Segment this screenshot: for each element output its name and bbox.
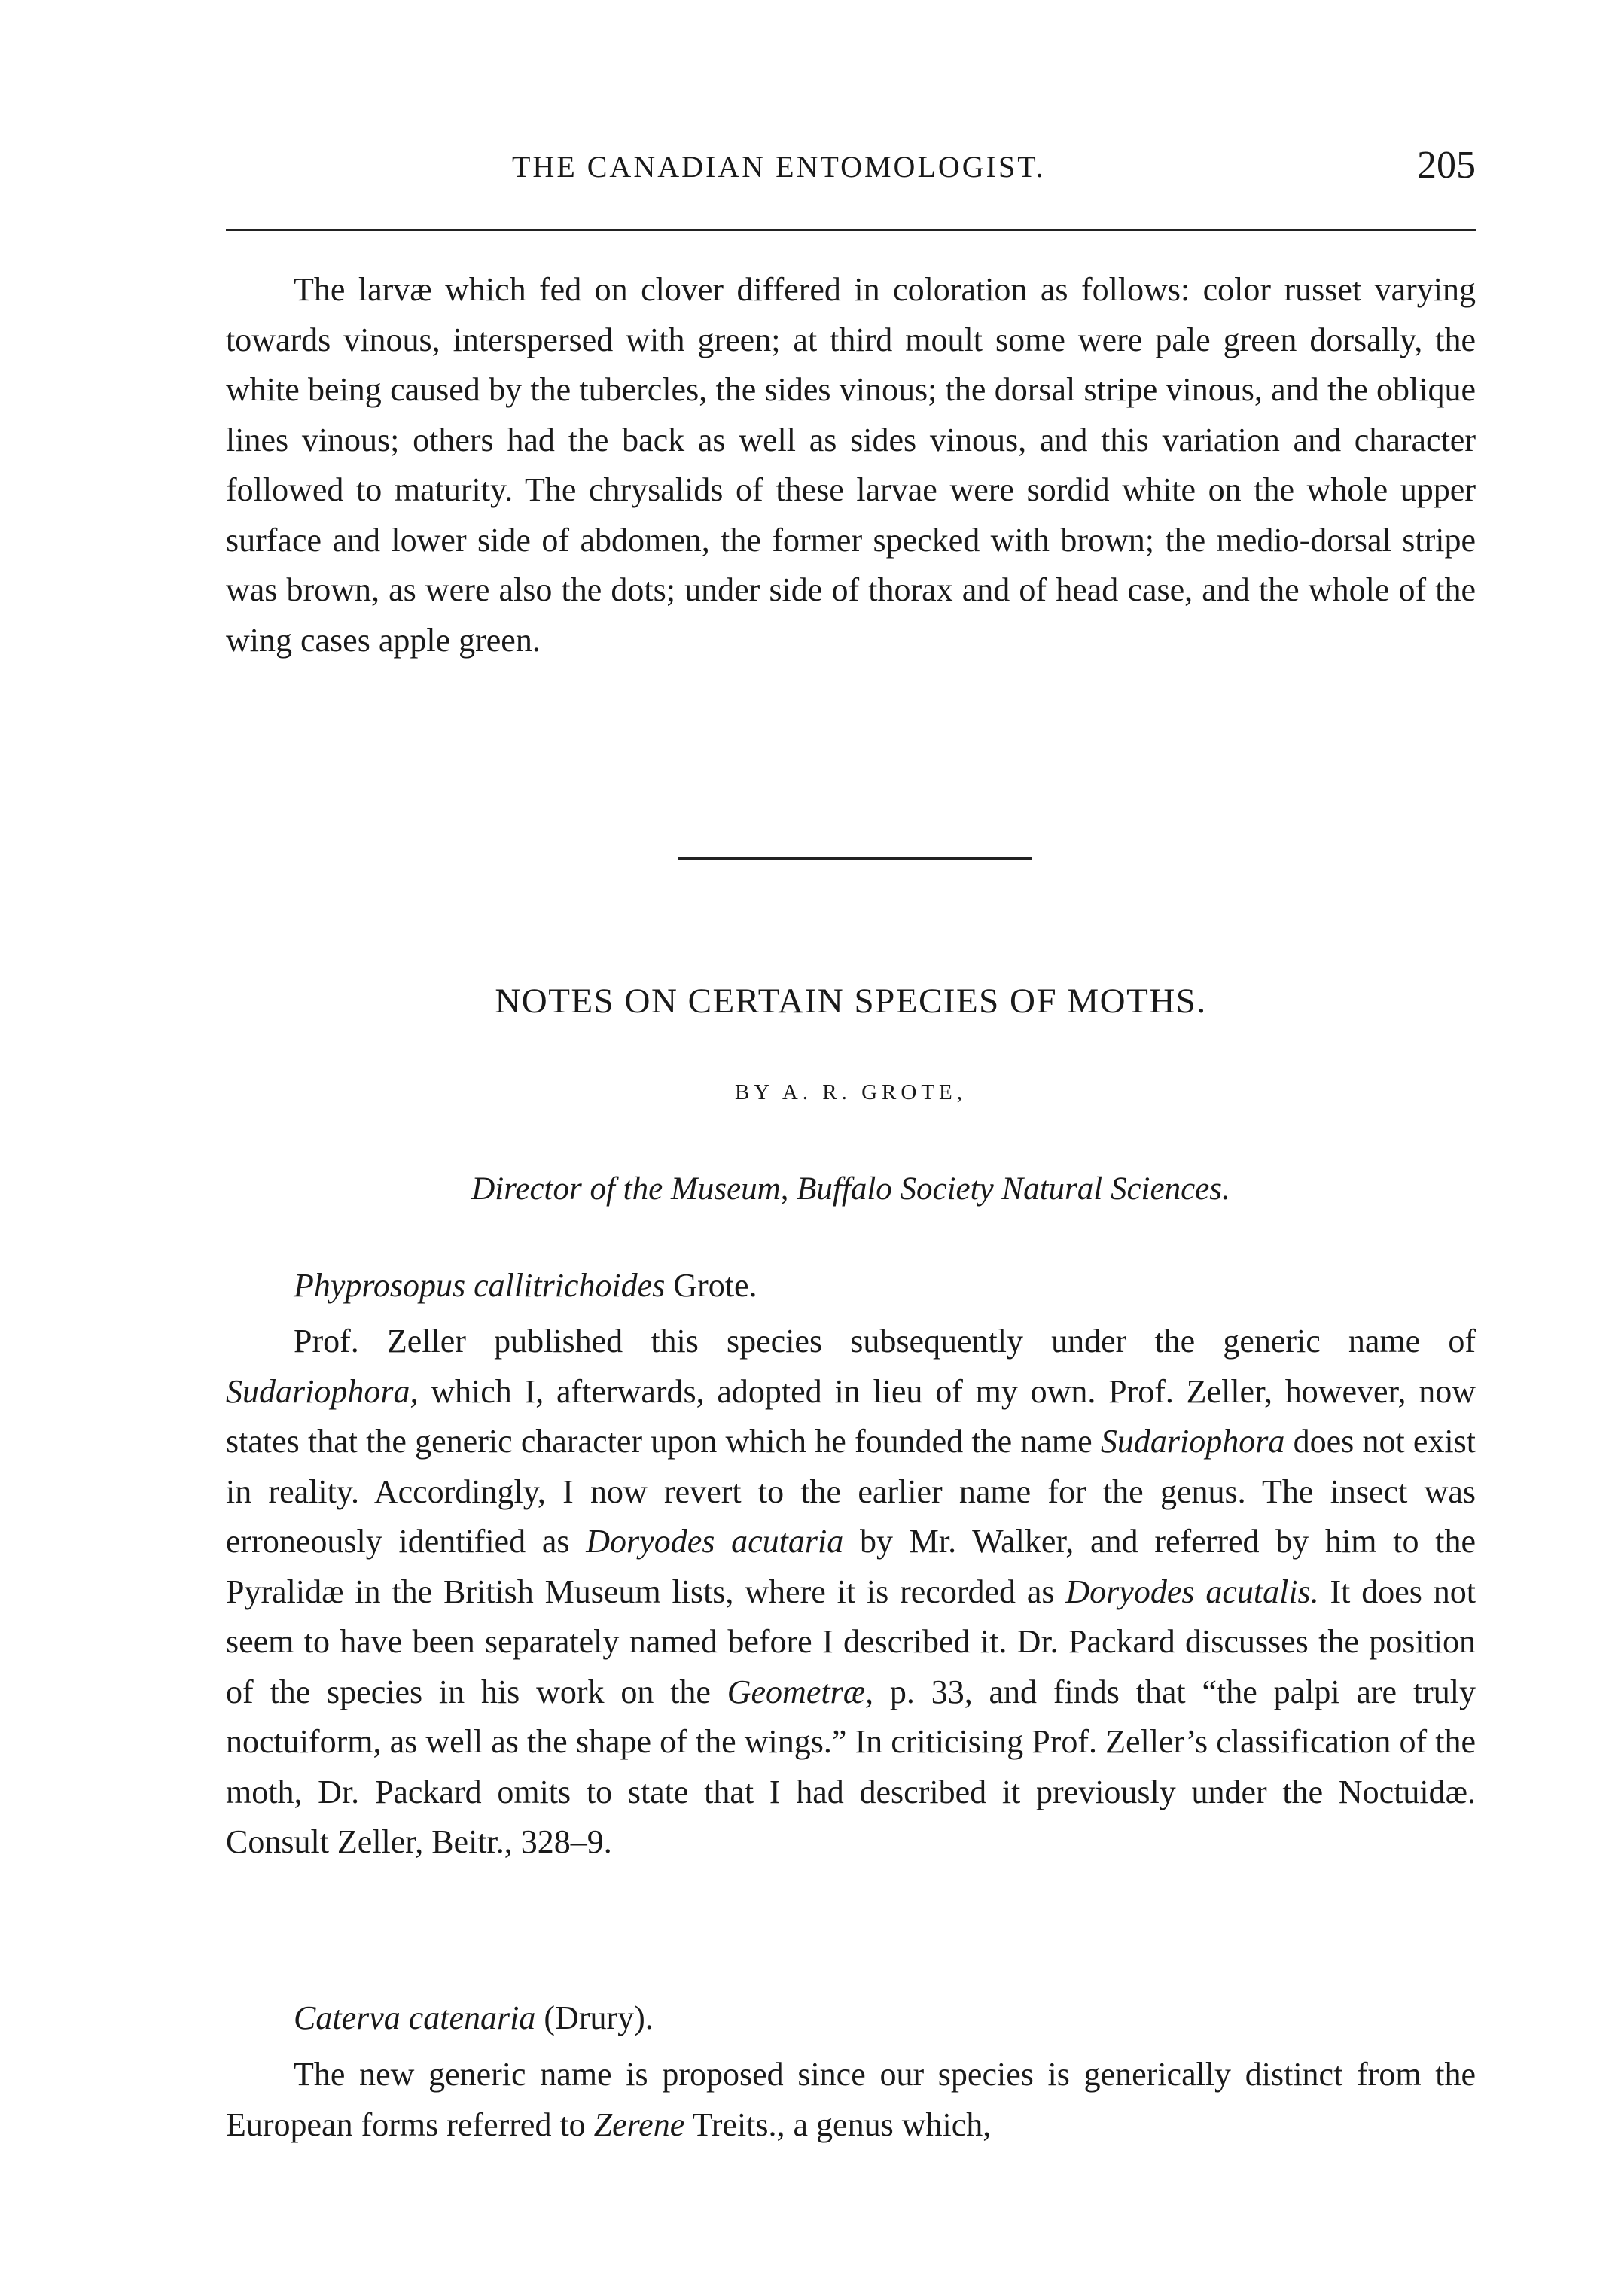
italic-species: Doryodes acutalis. <box>1065 1573 1319 1610</box>
page-number: 205 <box>1417 144 1476 187</box>
paragraph-text: It does not seem to have been separately named before I described it. Dr. Packard discusses the position of the species in his work on the <box>226 1573 1476 1710</box>
paragraph-text: p. 33, and finds that “the palpi are truly noctuiform, as well as the shape of the wings.” In criticising Prof. Zeller’s classification of the moth, Dr. Packard omits to state that I had described it previously under the Noctuidæ. Consult Zeller, Beitr., 328–9. <box>226 1673 1476 1860</box>
species-paragraph <box>226 1317 1476 1868</box>
species-name: Caterva catenaria <box>294 1999 536 2036</box>
species-author: (Drury). <box>544 1999 654 2036</box>
species-name: Phyprosopus callitrichoides <box>294 1267 666 1304</box>
running-title: THE CANADIAN ENTOMOLOGIST. <box>512 150 1046 184</box>
paragraph-text: does not exist in reality. Accordingly, I now revert to the earlier name for the genus. The insect was erroneously identified as <box>226 1423 1476 1560</box>
italic-genus: Sudariophora, <box>226 1372 419 1410</box>
italic-genus: Zerene <box>593 2106 685 2143</box>
species-heading <box>294 1999 654 2037</box>
article-byline: BY A. R. GROTE, <box>734 1080 968 1104</box>
section-separator <box>678 857 1032 860</box>
paragraph-text: by Mr. Walker, and referred by him to the Pyralidæ in the British Museum lists, where it is recorded as <box>226 1523 1476 1610</box>
header-rule <box>226 229 1476 231</box>
italic-species: Doryodes acutaria <box>586 1523 844 1560</box>
author-affiliation: Director of the Museum, Buffalo Society Natural Sciences. <box>471 1171 1230 1207</box>
paragraph-text: Prof. Zeller published this species subsequently under the generic name of <box>294 1323 1476 1360</box>
italic-work-title: Geometræ, <box>727 1673 874 1710</box>
species-heading <box>294 1266 757 1305</box>
previous-article-paragraph: The larvæ which fed on clover differed in coloration as follows: color russet varying towards vinous, interspersed with green; at third moult some were pale green dorsally, the white being caused by the tubercles, the sides vinous; the dorsal stripe vinous, and the oblique lines vinous; others had the back as well as sides vinous, and this variation and character followed to maturity. The chrysalids of these larvae were sordid white on the whole upper surface and lower side of abdomen, the former specked with brown; the medio-dorsal stripe was brown, as were also the dots; under side of thorax and of head case, and the whole of the wing cases apple green. <box>226 271 1476 659</box>
paragraph-text: Treits., a genus which, <box>684 2106 992 2143</box>
species-author: Grote. <box>673 1267 757 1304</box>
article-title: NOTES ON CERTAIN SPECIES OF MOTHS. <box>495 982 1207 1021</box>
paragraph-text: The new generic name is proposed since our species is generically distinct from the European forms referred to <box>226 2056 1476 2143</box>
page-header <box>226 143 1476 188</box>
species-paragraph <box>226 2050 1476 2150</box>
italic-genus: Sudariophora <box>1100 1423 1285 1460</box>
paragraph-text: which I, afterwards, adopted in lieu of my own. Prof. Zeller, however, now states that the generic character upon which he founded the name <box>226 1372 1476 1460</box>
